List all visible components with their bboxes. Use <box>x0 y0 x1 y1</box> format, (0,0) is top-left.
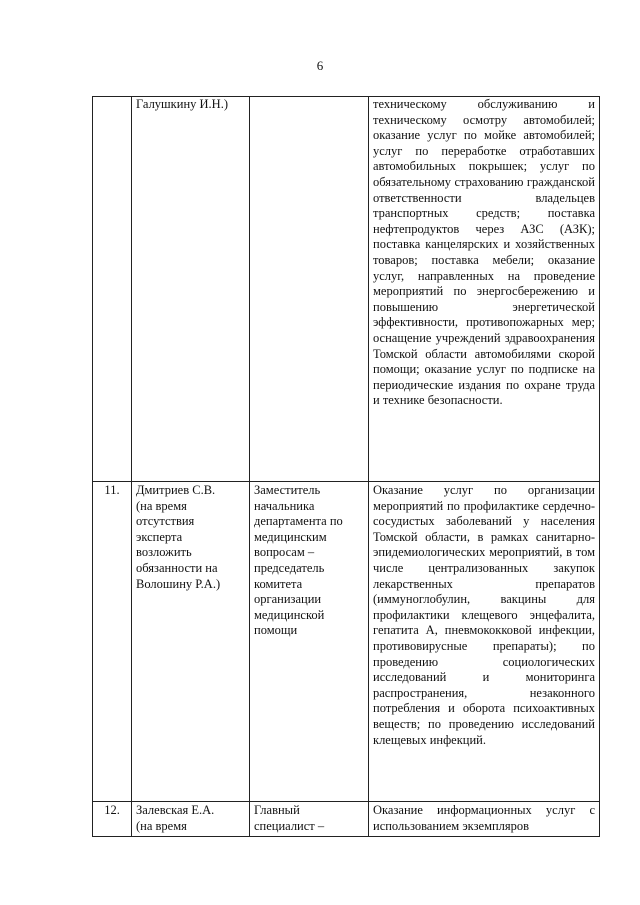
table-row <box>93 97 600 482</box>
services-cell <box>369 802 600 837</box>
position-cell <box>250 482 369 802</box>
person-name: Залевская Е.А. (на время <box>136 803 215 833</box>
row-number-text: 11. <box>104 483 120 497</box>
row-number <box>93 482 132 802</box>
services-cell <box>369 97 600 482</box>
position-cell <box>250 802 369 837</box>
person-cell <box>132 802 250 837</box>
position-title: Заместитель начальника департамента по медицинским вопросам – председатель комитета организации медицинской помощи <box>254 483 343 638</box>
services-cell <box>369 482 600 802</box>
row-number <box>93 802 132 837</box>
table-row <box>93 802 600 837</box>
experts-table <box>92 96 600 837</box>
table-row <box>93 482 600 802</box>
person-cell <box>132 97 250 482</box>
row-number-text: 12. <box>104 803 120 817</box>
person-name: Дмитриев С.В. (на время отсутствия эксперта возложить обязанности на Волошину Р.А.) <box>136 483 221 591</box>
services-text: техническому обслуживанию и техническому осмотру автомобилей; оказание услуг по мойке автомобилей; услуг по переработке отработавших автомобильных покрышек; услуг по обязательному страхованию гражданской ответственности владельцев транспортных средств; поставка нефтепродуктов через АЗС (АЗК); поставка канцелярских и хозяйственных товаров; поставка мебели; оказание услуг, направленных на проведение мероприятий по энергосбережению и повышению энергетической эффективности, противопожарных мер; оснащение учреждений здравоохранения Томской области автомобилями скорой помощи; оказание услуг по подписке на периодические издания по охране труда и технике безопасности. <box>373 97 595 408</box>
person-cell <box>132 482 250 802</box>
position-title: Главный специалист – <box>254 803 325 833</box>
person-name: Галушкину И.Н.) <box>136 97 228 111</box>
services-text: Оказание услуг по организации мероприятий по профилактике сердечно-сосудистых заболеваний у населения Томской области, в рамках санитарно-эпидемиологических мероприятий, в том числе централизованных закупок лекарственных препаратов (иммуноглобулин, вакцины для профилактики клещевого энцефалита, гепатита А, пневмококковой инфекции, противовирусные препараты); по проведению социологических исследований и мониторинга распространения, незаконного потребления и оборота психоактивных веществ; по проведению исследований клещевых инфекций. <box>373 483 595 747</box>
page-number: 6 <box>316 58 324 73</box>
position-cell <box>250 97 369 482</box>
services-text: Оказание информационных услуг с использованием экземпляров <box>373 803 595 833</box>
row-number <box>93 97 132 482</box>
